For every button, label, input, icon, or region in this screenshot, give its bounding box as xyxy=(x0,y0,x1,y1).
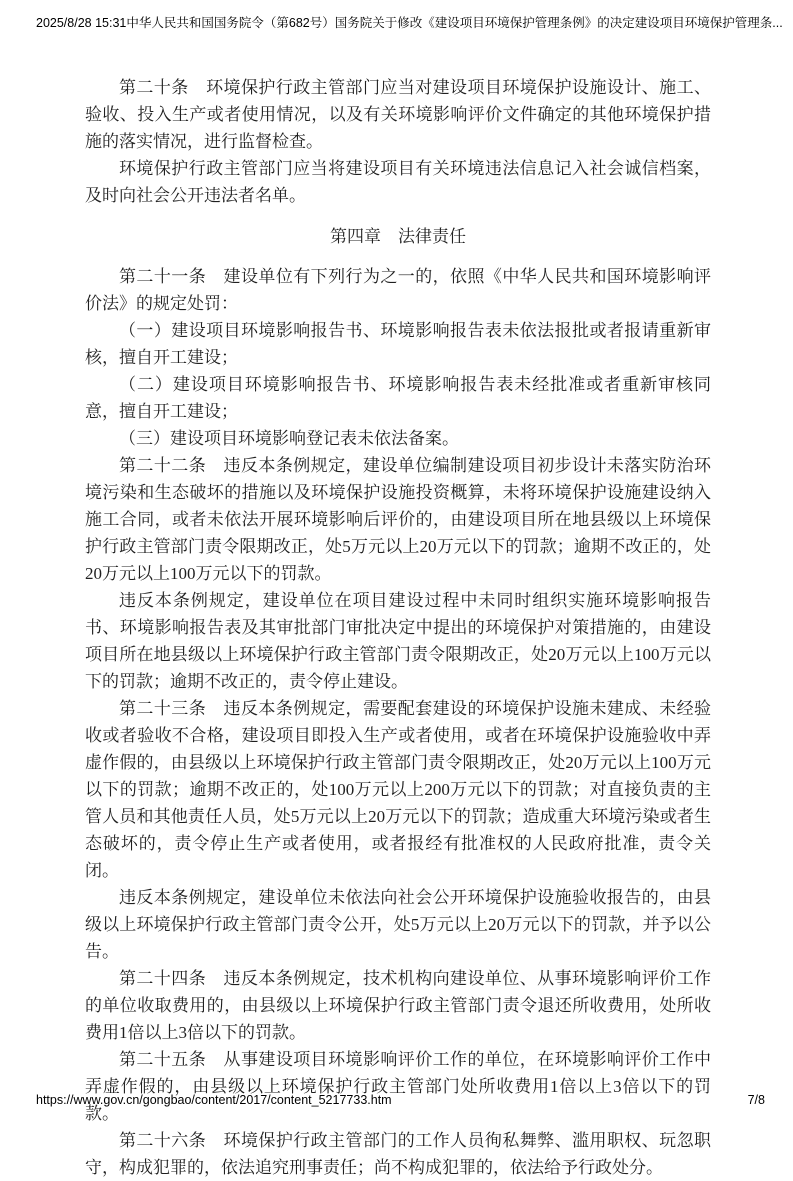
print-title-segment-3: 建设项目环境保护管理条... xyxy=(634,16,783,30)
paragraph: （一）建设项目环境影响报告书、环境影响报告表未依法报批或者报请重新审核，擅自开工建设； xyxy=(85,321,711,367)
paragraph: （二）建设项目环境影响报告书、环境影响报告表未经批准或者重新审核同意，擅自开工建设； xyxy=(85,375,711,421)
document-body xyxy=(85,74,711,1181)
print-footer xyxy=(36,1093,765,1107)
paragraph: 第二十二条 违反本条例规定，建设单位编制建设项目初步设计未落实防治环境污染和生态破坏的措施以及环境保护设施投资概算，未将环境保护设施建设纳入施工合同，或者未依法开展环境影响后评价的，由建设项目所在地县级以上环境保护行政主管部门责令限期改正，处5万元以上20万元以下的罚款；逾期不改正的，处20万元以上100万元以下的罚款。 xyxy=(85,456,711,583)
chapter-heading: 第四章 法律责任 xyxy=(330,227,466,246)
paragraph: 第二十五条 从事建设项目环境影响评价工作的单位，在环境影响评价工作中弄虚作假的，由县级以上环境保护行政主管部门处所收费用1倍以上3倍以下的罚款。 xyxy=(85,1050,711,1123)
print-title-segment-2: 国务院关于修改《建设项目环境保护管理条例》的决定 xyxy=(334,16,635,30)
paragraph: 第二十四条 违反本条例规定，技术机构向建设单位、从事环境影响评价工作的单位收取费用的，由县级以上环境保护行政主管部门责令退还所收费用，处所收费用1倍以上3倍以下的罚款。 xyxy=(85,969,711,1042)
print-datetime: 2025/8/28 15:31 xyxy=(36,16,127,30)
paragraph: 第二十条 环境保护行政主管部门应当对建设项目环境保护设施设计、施工、验收、投入生产或者使用情况，以及有关环境影响评价文件确定的其他环境保护措施的落实情况，进行监督检查。 xyxy=(85,78,711,151)
print-title-segment-1: 中华人民共和国国务院令（第682号） xyxy=(126,16,335,30)
paragraph: 第二十三条 违反本条例规定，需要配套建设的环境保护设施未建成、未经验收或者验收不合格，建设项目即投入生产或者使用，或者在环境保护设施验收中弄虚作假的，由县级以上环境保护行政主管部门责令限期改正，处20万元以上100万元以下的罚款；逾期不改正的，处100万元以上200万元以下的罚款；对直接负责的主管人员和其他责任人员，处5万元以上20万元以下的罚款；造成重大环境污染或者生态破坏的，责令停止生产或者使用，或者报经有批准权的人民政府批准，责令关闭。 xyxy=(85,699,711,880)
paragraph: 违反本条例规定，建设单位在项目建设过程中未同时组织实施环境影响报告书、环境影响报告表及其审批部门审批决定中提出的环境保护对策措施的，由建设项目所在地县级以上环境保护行政主管部门责令限期改正，处20万元以上100万元以下的罚款；逾期不改正的，责令停止建设。 xyxy=(85,591,711,691)
paragraph: 第二十一条 建设单位有下列行为之一的，依照《中华人民共和国环境影响评价法》的规定处罚： xyxy=(85,267,711,313)
print-header xyxy=(36,13,783,31)
source-url: https://www.gov.cn/gongbao/content/2017/content_5217733.htm xyxy=(36,1093,392,1107)
paragraph: 违反本条例规定，建设单位未依法向社会公开环境保护设施验收报告的，由县级以上环境保护行政主管部门责令公开，处5万元以上20万元以下的罚款，并予以公告。 xyxy=(85,888,711,961)
paragraph: 环境保护行政主管部门应当将建设项目有关环境违法信息记入社会诚信档案，及时向社会公开违法者名单。 xyxy=(85,159,711,205)
paragraph: （三）建设项目环境影响登记表未依法备案。 xyxy=(119,429,459,448)
page-number: 7/8 xyxy=(747,1093,765,1107)
paragraph: 第二十六条 环境保护行政主管部门的工作人员徇私舞弊、滥用职权、玩忽职守，构成犯罪的，依法追究刑事责任；尚不构成犯罪的，依法给予行政处分。 xyxy=(85,1131,711,1177)
